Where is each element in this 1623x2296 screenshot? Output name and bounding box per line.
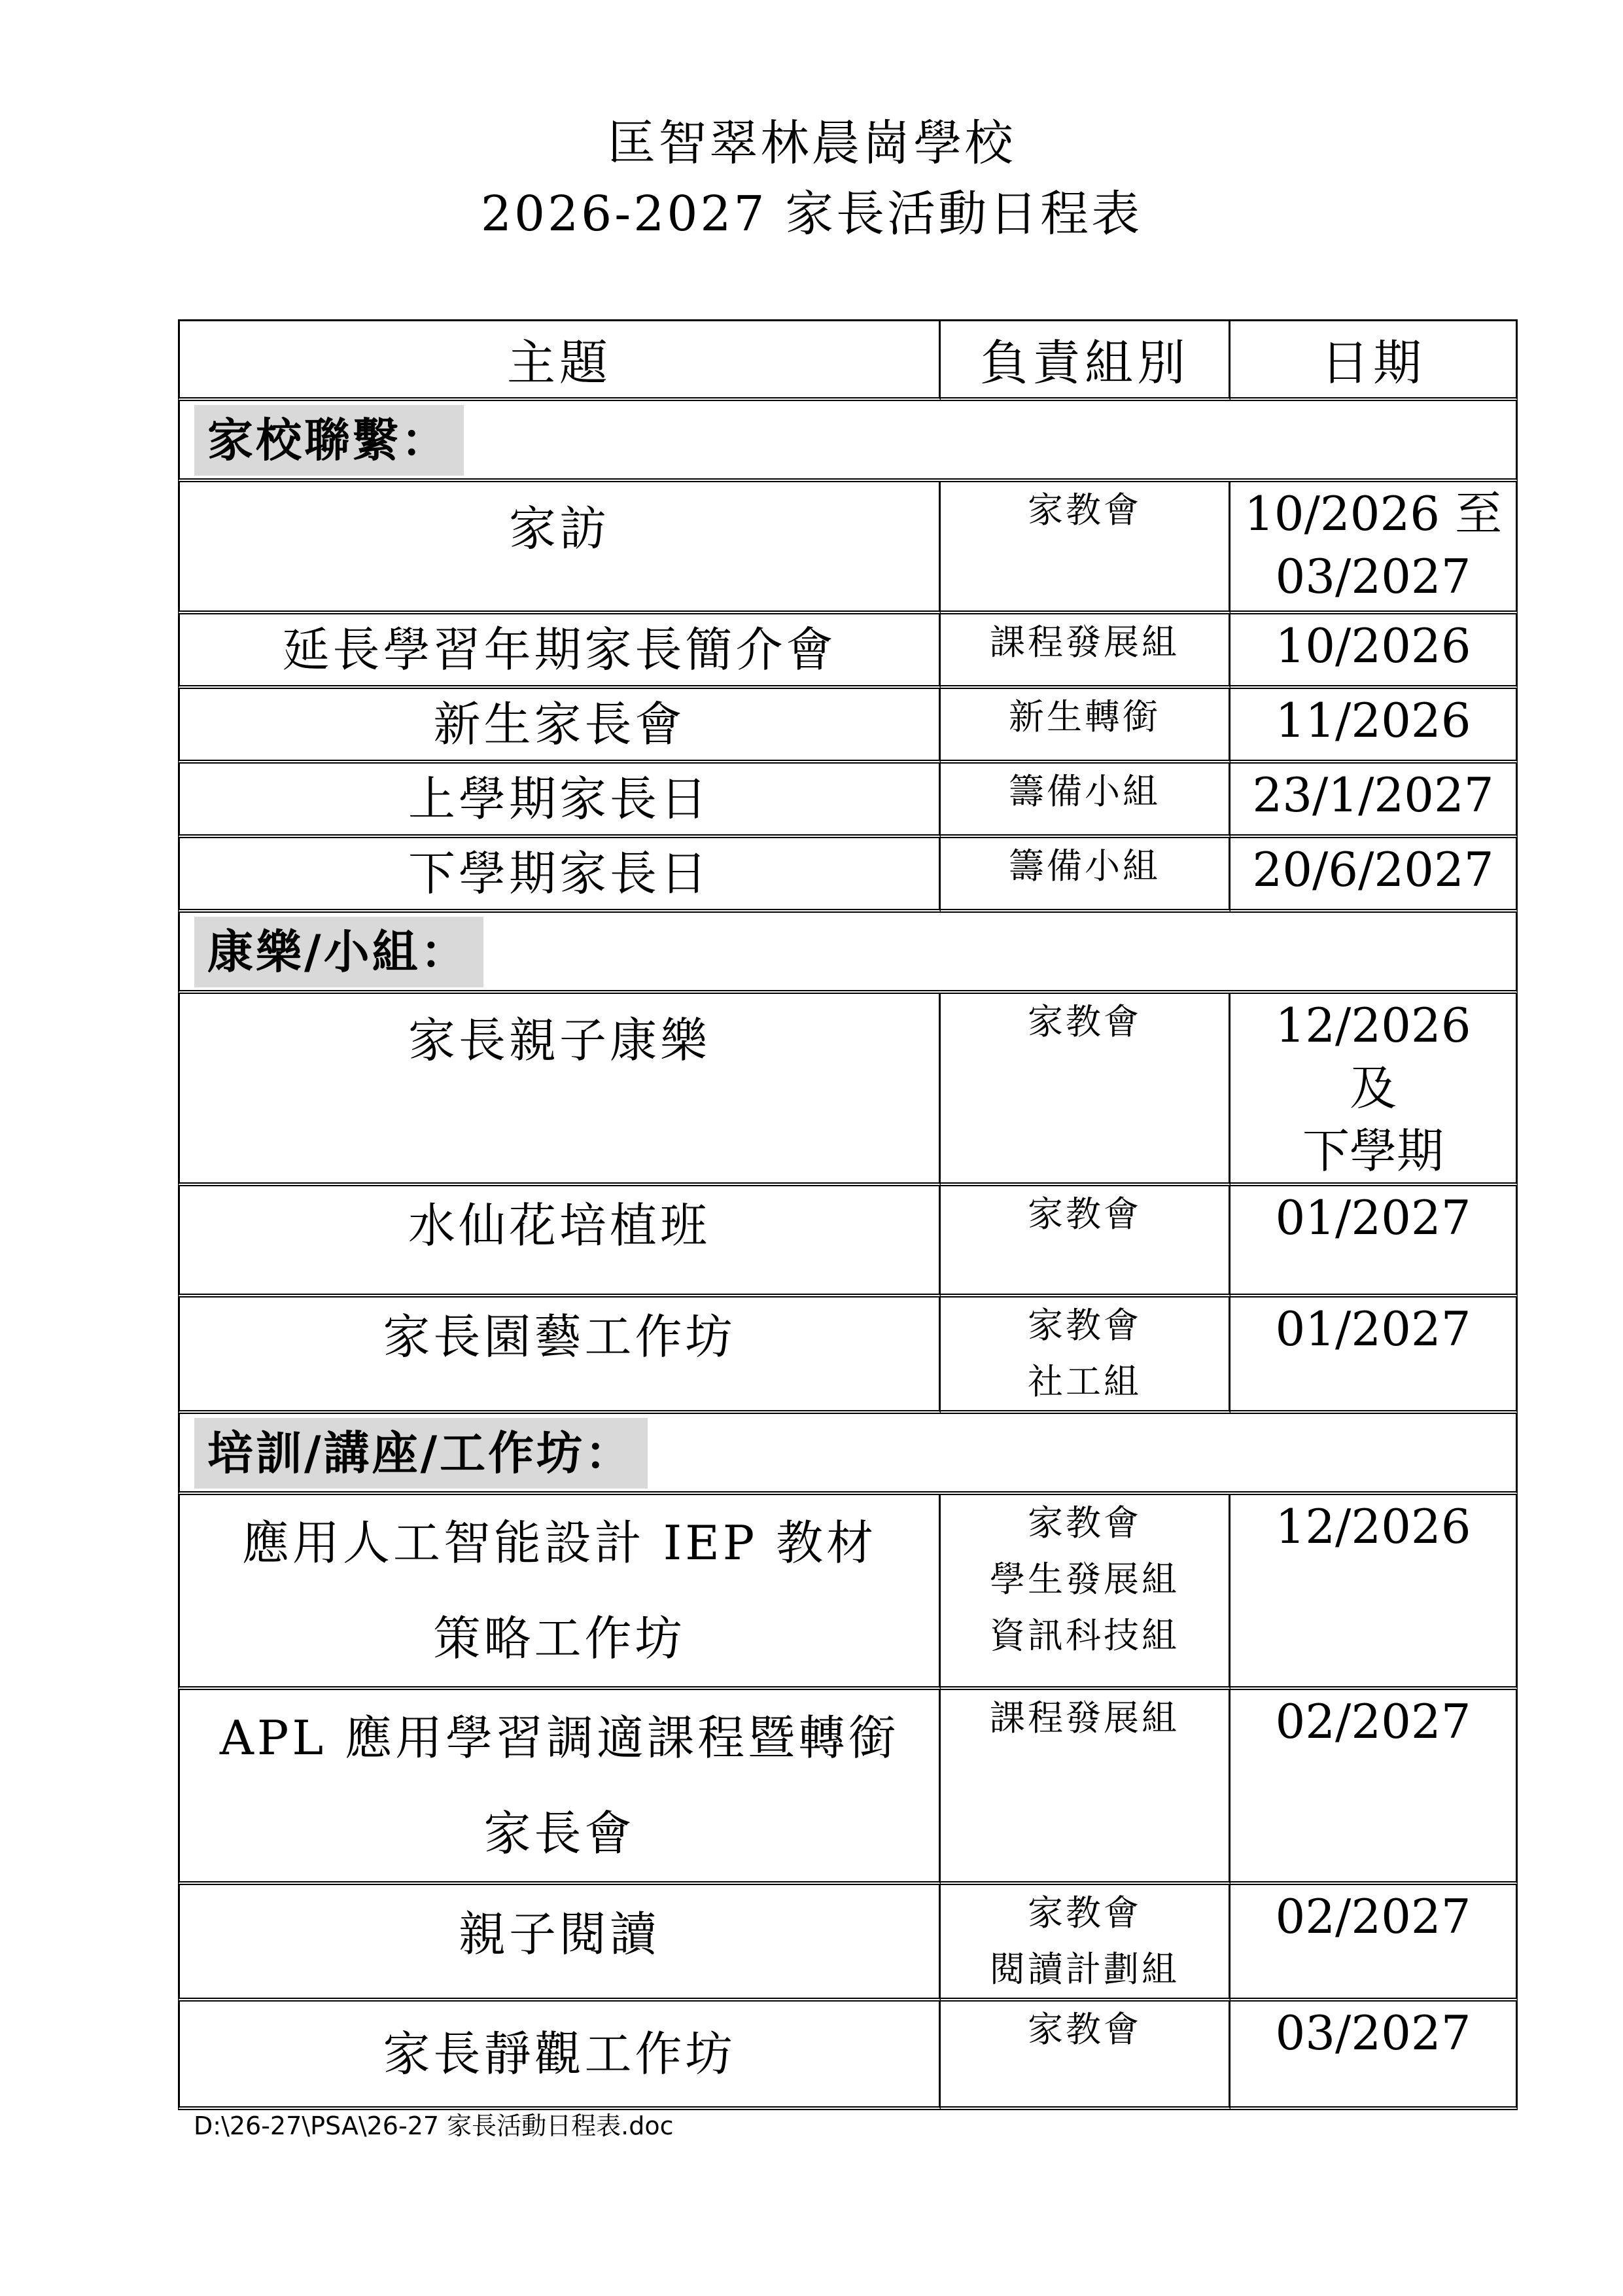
section-label: 家校聯繫： <box>194 405 464 476</box>
table-row <box>178 764 1518 838</box>
group-cell: 新生轉銜 <box>941 689 1230 764</box>
date-cell: 10/2026 <box>1230 614 1518 689</box>
table-row <box>178 1298 1518 1414</box>
date-cell: 12/2026 及 下學期 <box>1230 994 1518 1186</box>
table-row <box>178 994 1518 1186</box>
section-row-training <box>178 1414 1518 1495</box>
column-header-group: 負責組別 <box>941 319 1230 401</box>
date-cell: 20/6/2027 <box>1230 838 1518 913</box>
topic-cell: 應用人工智能設計 IEP 教材 策略工作坊 <box>178 1495 941 1690</box>
group-cell: 籌備小組 <box>941 838 1230 913</box>
topic-cell: APL 應用學習調適課程暨轉銜 家長會 <box>178 1690 941 1885</box>
group-cell: 家教會 <box>941 994 1230 1186</box>
group-cell: 課程發展組 <box>941 1690 1230 1885</box>
date-cell: 11/2026 <box>1230 689 1518 764</box>
topic-cell: 家長園藝工作坊 <box>178 1298 941 1414</box>
table-row <box>178 689 1518 764</box>
topic-cell: 家長靜觀工作坊 <box>178 2002 941 2110</box>
table-row <box>178 1495 1518 1690</box>
table-row <box>178 1885 1518 2002</box>
date-cell: 10/2026 至 03/2027 <box>1230 482 1518 614</box>
group-cell: 家教會 學生發展組 資訊科技組 <box>941 1495 1230 1690</box>
section-label: 培訓/講座/工作坊： <box>194 1418 648 1489</box>
column-header-topic: 主題 <box>178 319 941 401</box>
table-row <box>178 838 1518 913</box>
table-row <box>178 2002 1518 2110</box>
group-cell: 家教會 <box>941 1186 1230 1298</box>
column-header-date: 日期 <box>1230 319 1518 401</box>
section-row-recreation <box>178 913 1518 994</box>
section-label: 康樂/小組： <box>194 917 483 987</box>
section-row-home-school <box>178 401 1518 482</box>
topic-cell: 延長學習年期家長簡介會 <box>178 614 941 689</box>
document-title: 2026-2027 家長活動日程表 <box>480 186 1143 242</box>
date-cell: 23/1/2027 <box>1230 764 1518 838</box>
table-row <box>178 482 1518 614</box>
group-cell: 家教會 社工組 <box>941 1298 1230 1414</box>
group-cell: 家教會 <box>941 482 1230 614</box>
activity-schedule-table <box>178 319 1518 2110</box>
topic-cell: 水仙花培植班 <box>178 1186 941 1298</box>
table-row <box>178 614 1518 689</box>
table-header-row <box>178 319 1518 401</box>
group-cell: 家教會 閱讀計劃組 <box>941 1885 1230 2002</box>
group-cell: 課程發展組 <box>941 614 1230 689</box>
topic-cell: 親子閱讀 <box>178 1885 941 2002</box>
topic-cell: 下學期家長日 <box>178 838 941 913</box>
topic-cell: 家長親子康樂 <box>178 994 941 1186</box>
topic-cell: 新生家長會 <box>178 689 941 764</box>
date-cell: 02/2027 <box>1230 1690 1518 1885</box>
date-cell: 12/2026 <box>1230 1495 1518 1690</box>
topic-cell: 家訪 <box>178 482 941 614</box>
group-cell: 籌備小組 <box>941 764 1230 838</box>
date-cell: 01/2027 <box>1230 1298 1518 1414</box>
table-row <box>178 1690 1518 1885</box>
date-cell: 02/2027 <box>1230 1885 1518 2002</box>
group-cell: 家教會 <box>941 2002 1230 2110</box>
date-cell: 01/2027 <box>1230 1186 1518 1298</box>
topic-cell: 上學期家長日 <box>178 764 941 838</box>
table-row <box>178 1186 1518 1298</box>
date-cell: 03/2027 <box>1230 2002 1518 2110</box>
school-name: 匡智翠林晨崗學校 <box>607 115 1016 171</box>
file-path-footer: D:\26-27\PSA\26-27 家長活動日程表.doc <box>194 2111 674 2140</box>
